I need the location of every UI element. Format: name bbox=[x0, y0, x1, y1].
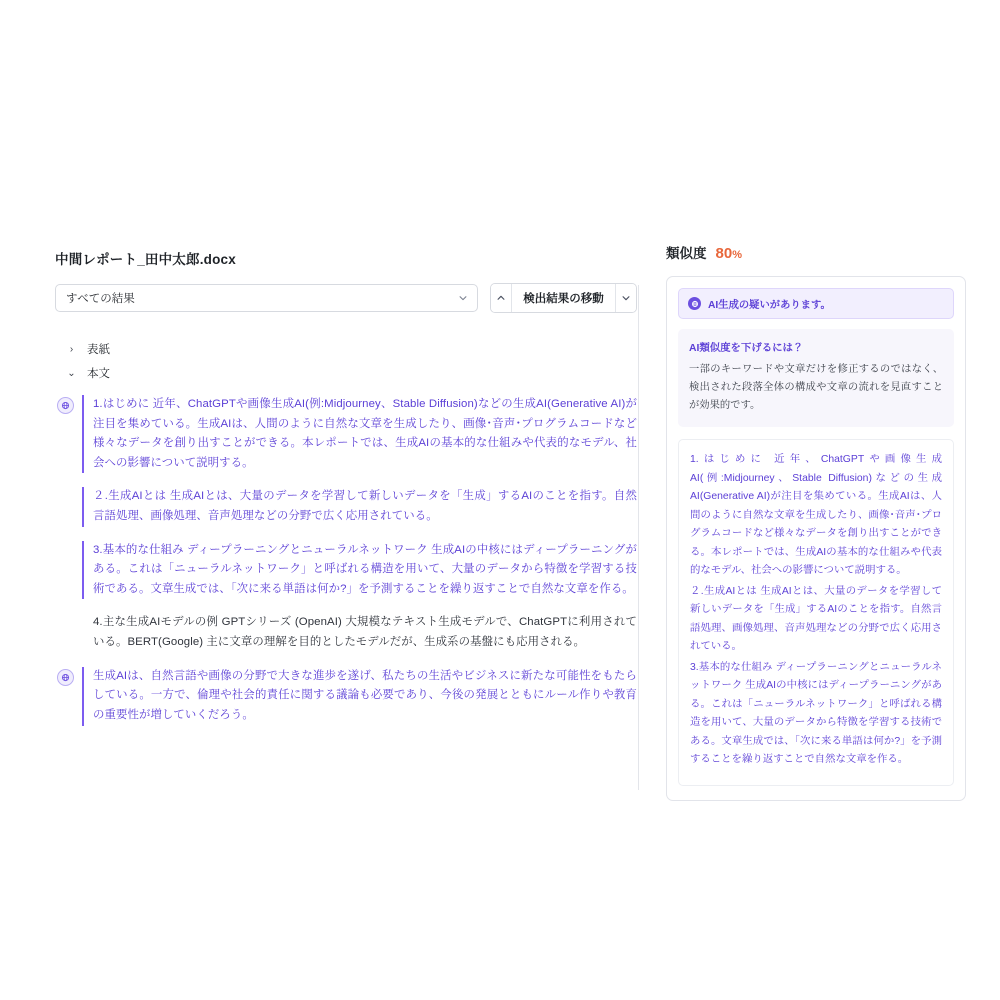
tip-title: AI類似度を下げるには？ bbox=[689, 343, 804, 354]
excerpt-paragraph: 3.基本的な仕組み ディープラーニングとニューラルネットワーク 生成AIの中核にはディープラーニングがある。これは「ニューラルネットワーク」と呼ばれる構造を用いて、大量のデータから特徴を学習する技術である。文章生成では、「次に来る単語は何か?」を予測することを繰り返すことで自然な文章を作る。 bbox=[690, 661, 942, 766]
outline-item-label: 表紙 bbox=[87, 344, 110, 356]
chevron-down-icon bbox=[621, 293, 631, 303]
similarity-label: 類似度 bbox=[666, 246, 707, 261]
outline-item-body[interactable] bbox=[55, 361, 637, 385]
ai-detect-icon bbox=[57, 669, 74, 686]
similarity-unit: % bbox=[732, 249, 742, 261]
results-toolbar bbox=[55, 283, 637, 313]
paragraph-block[interactable] bbox=[55, 541, 637, 600]
paragraph-text: 3.基本的な仕組み ディープラーニングとニューラルネットワーク 生成AIの中核にはディープラーニングがある。これは「ニューラルネットワーク」と呼ばれる構造を用いて、大量のデータから特徴を学習する技術である。文章生成では、「次に来る単語は何か?」を予測することを繰り返すことで自然な文章を作る。 bbox=[93, 543, 637, 595]
paragraph-text: 生成AIは、自然言語や画像の分野で大きな進歩を遂げ、私たちの生活やビジネスに新たな可能性をもたらしている。一方で、倫理や社会的責任に関する議論も必要であり、今後の発展とともにルール作りや教育の重要性が増していくだろう。 bbox=[93, 669, 637, 721]
analysis-panel bbox=[666, 242, 966, 801]
ai-alert-banner bbox=[678, 288, 954, 319]
chevron-down-icon bbox=[458, 293, 468, 303]
result-filter-value: すべての結果 bbox=[66, 293, 135, 305]
result-navigation bbox=[490, 283, 637, 313]
prev-result-button[interactable] bbox=[491, 284, 512, 312]
tip-box bbox=[678, 329, 954, 427]
paragraph-list bbox=[55, 395, 637, 726]
outline-item-cover[interactable] bbox=[55, 337, 637, 361]
chevron-up-icon bbox=[496, 293, 506, 303]
matched-excerpt bbox=[678, 439, 954, 786]
document-panel bbox=[55, 248, 637, 740]
document-outline bbox=[55, 337, 637, 385]
chevron-down-icon: ⌄ bbox=[67, 367, 76, 379]
similarity-row bbox=[666, 242, 966, 262]
paragraph-block[interactable] bbox=[55, 613, 637, 652]
paragraph-text: ２.生成AIとは 生成AIとは、大量のデータを学習して新しいデータを「生成」するAIのことを指す。自然言語処理、画像処理、音声処理などの分野で広く応用されている。 bbox=[93, 490, 637, 523]
excerpt-paragraph: 1.はじめに 近年、ChatGPTや画像生成 AI(例:Midjourney、Stable Diffusion)などの生成 AI(Generative AI)が注目を集めている。生成AIは、人間のように自然な文章を生成したり、画像･音声･プログラムコードなど様々なデータを創り出すことができる。本レポートでは、生成AIの基本的な仕組みや代表的なモデル、社会への影響について説明する。 bbox=[690, 454, 942, 577]
paragraph-block[interactable] bbox=[55, 667, 637, 726]
document-title: 中間レポート_田中太郎.docx bbox=[55, 252, 236, 267]
paragraph-text: 1.はじめに 近年、ChatGPTや画像生成AI(例:Midjourney、Stable Diffusion)などの生成AI(Generative AI)が注目を集めている。生成AIは、人間のように自然な文章を生成したり、画像･音声･プログラムコードなど様々なデータを創り出すことができる。本レポートでは、生成AIの基本的な仕組みや代表的なモデル、社会への影響について説明する。 bbox=[93, 398, 637, 469]
outline-item-label: 本文 bbox=[87, 368, 110, 380]
result-nav-label: 検出結果の移動 bbox=[523, 293, 604, 305]
excerpt-paragraph: ２.生成AIとは 生成AIとは、大量のデータを学習して新しいデータを「生成」するAIのことを指す。自然言語処理、画像処理、音声処理などの分野で広く応用されている。 bbox=[690, 585, 942, 653]
ai-alert-text: AI生成の疑いがあります。 bbox=[708, 300, 831, 311]
paragraph-text: 4.主な生成AIモデルの例 GPTシリーズ (OpenAI) 大規模なテキスト生成モデルで、ChatGPTに利用されている。BERT(Google) 主に文章の理解を目的としたモデルだが、生成系の基盤にも応用される。 bbox=[93, 616, 637, 649]
ai-detect-icon bbox=[688, 297, 701, 310]
result-filter-select[interactable] bbox=[55, 284, 478, 312]
tip-body: 一部のキーワードや文章だけを修正するのではなく、検出された段落全体の構成や文章の流れを見直すことが効果的です。 bbox=[689, 364, 943, 412]
next-result-button[interactable] bbox=[615, 284, 636, 312]
ai-detect-icon bbox=[57, 397, 74, 414]
chevron-right-icon: › bbox=[69, 343, 74, 355]
paragraph-block[interactable] bbox=[55, 395, 637, 473]
paragraph-block[interactable] bbox=[55, 487, 637, 526]
analysis-card bbox=[666, 276, 966, 801]
similarity-value: 80% bbox=[715, 245, 742, 262]
panel-divider bbox=[638, 285, 639, 790]
